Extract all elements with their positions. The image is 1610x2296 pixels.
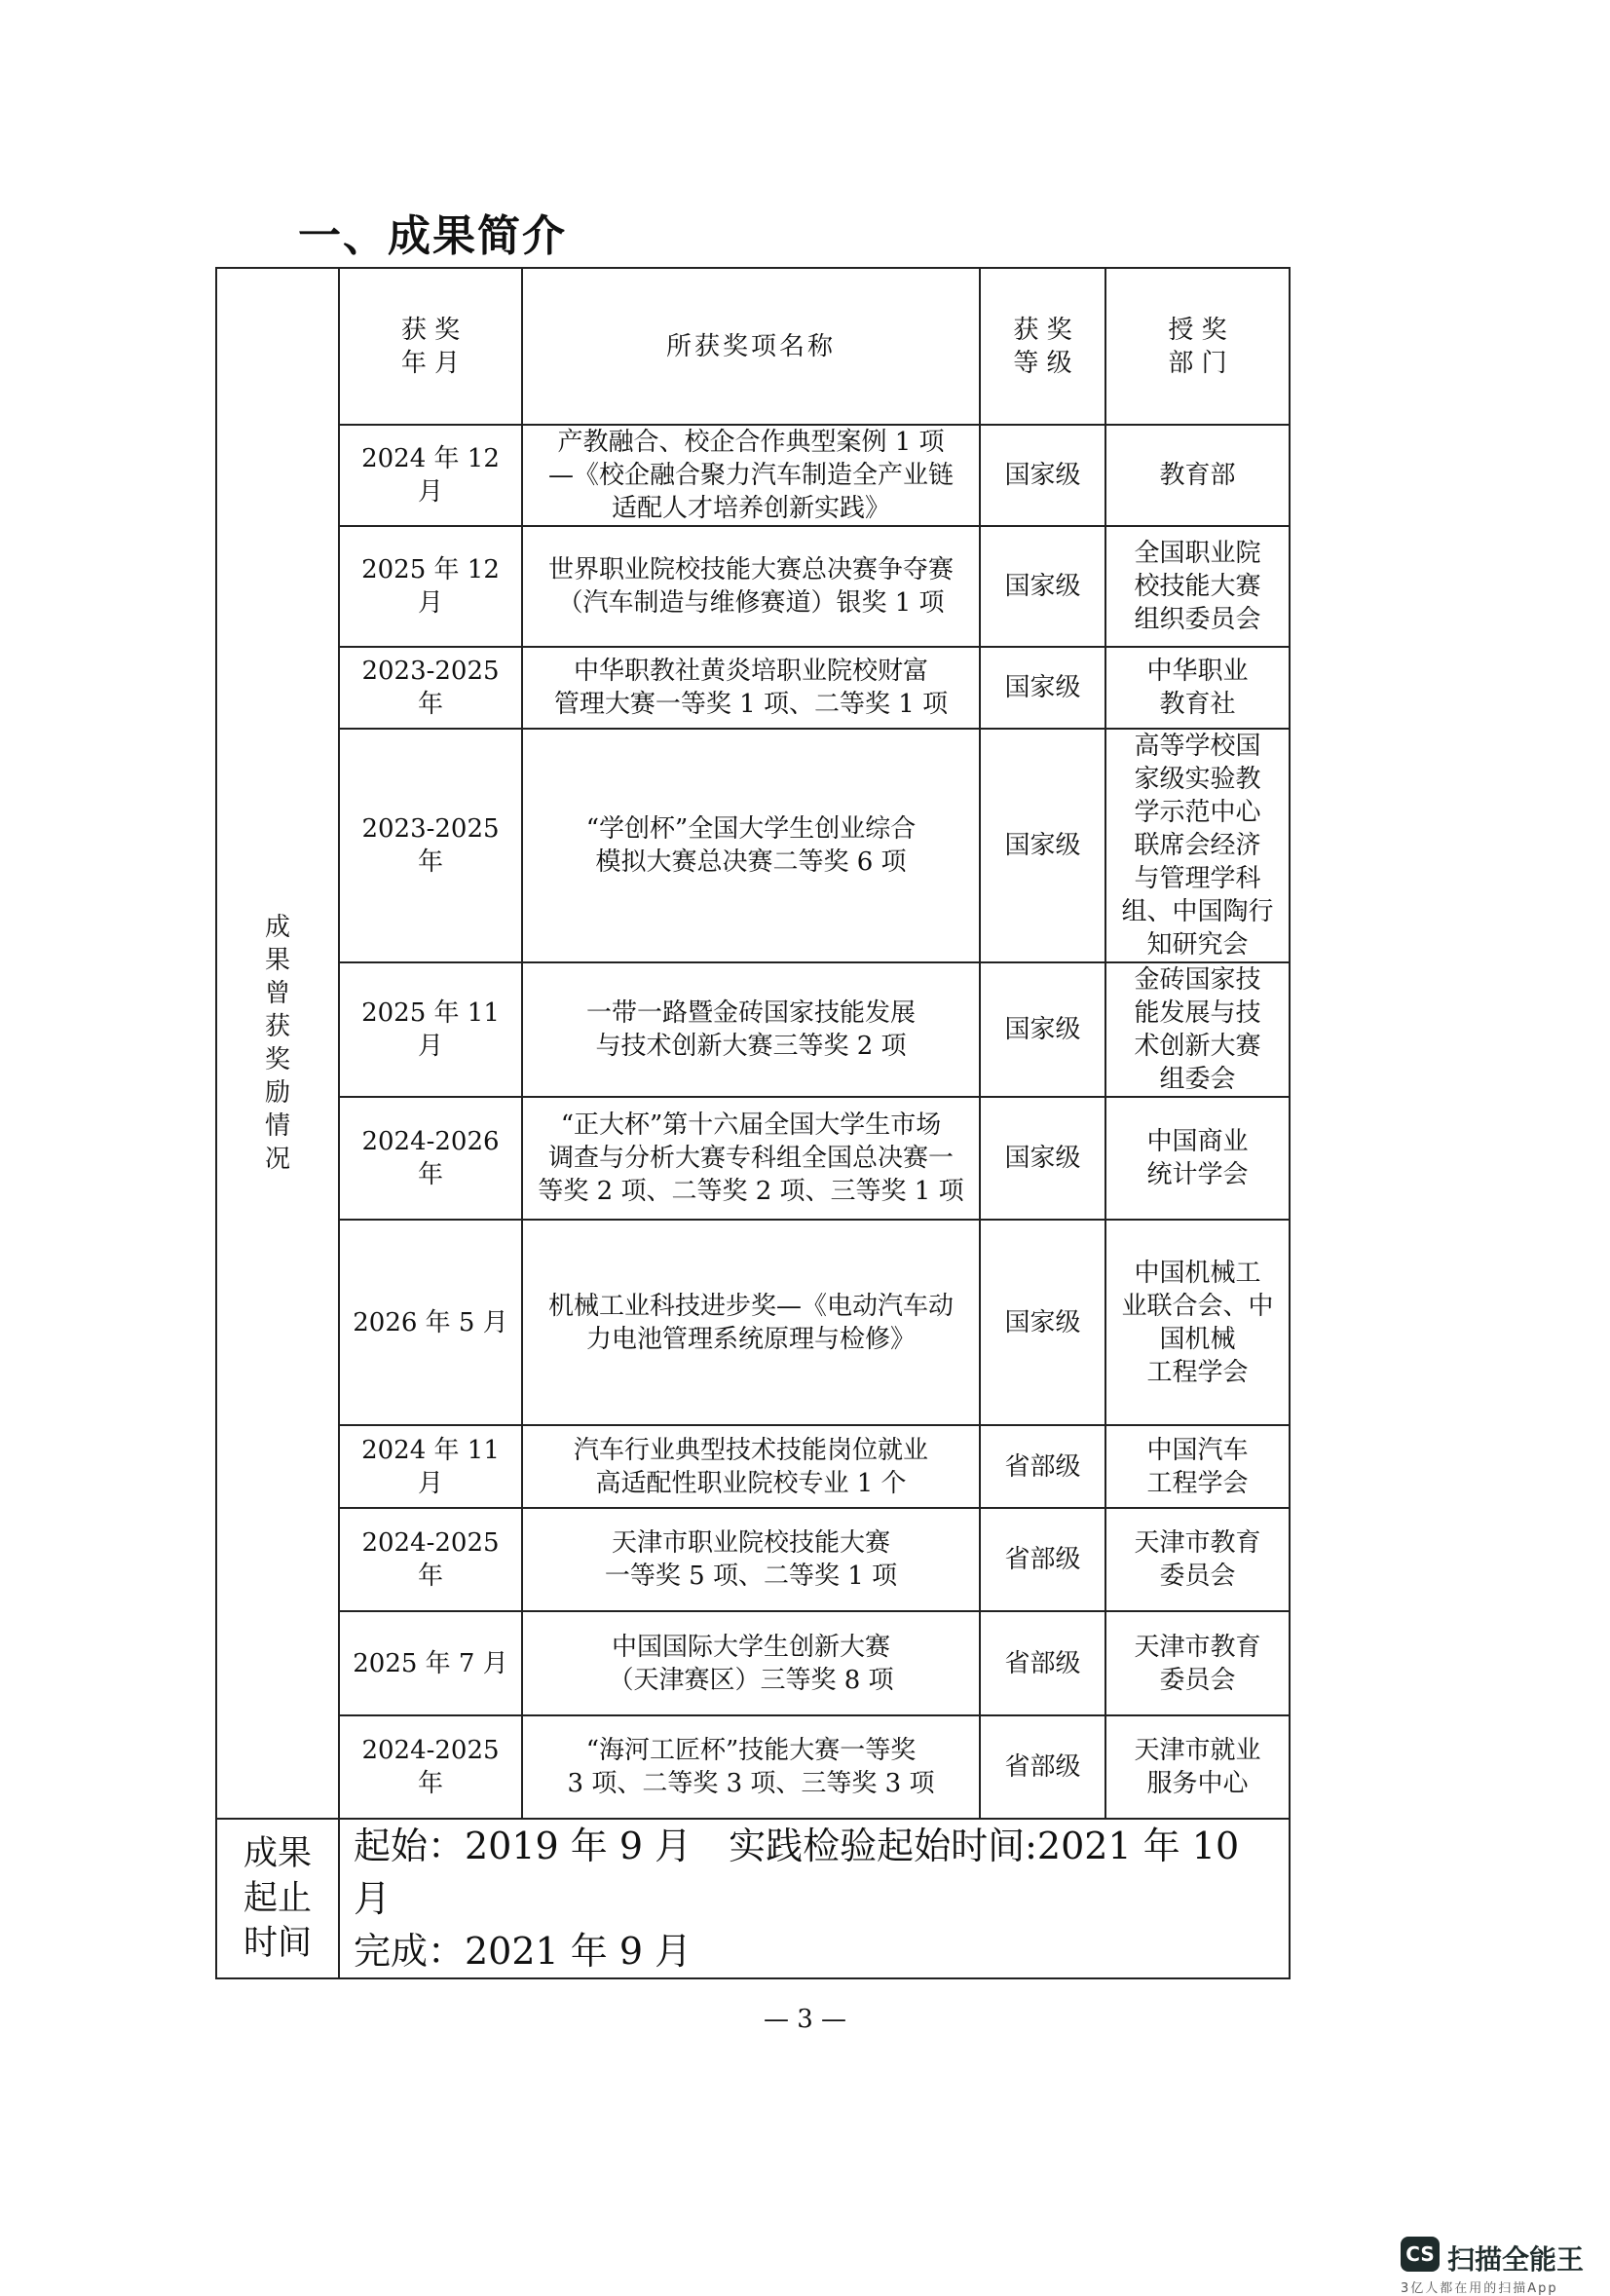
award-dept: 天津市就业 服务中心: [1105, 1715, 1290, 1819]
header-name: 所获奖项名称: [522, 268, 980, 425]
award-level: 国家级: [980, 729, 1105, 962]
header-date: 获 奖 年 月: [339, 268, 522, 425]
award-date: 2026 年 5 月: [339, 1220, 522, 1425]
award-date: 2023-2025 年: [339, 647, 522, 729]
side-label: 成 果 曾 获 奖 励 情 况: [216, 268, 339, 1819]
award-level: 国家级: [980, 647, 1105, 729]
award-level: 省部级: [980, 1611, 1105, 1715]
award-date: 2025 年 11 月: [339, 962, 522, 1097]
award-dept: 中国汽车 工程学会: [1105, 1425, 1290, 1508]
table-row: [216, 962, 1290, 1097]
award-dept: 中国机械工 业联合会、中 国机械 工程学会: [1105, 1220, 1290, 1425]
award-dept: 中华职业 教育社: [1105, 647, 1290, 729]
awards-table: [215, 267, 1291, 1979]
award-name: “海河工匠杯”技能大赛一等奖 3 项、二等奖 3 项、三等奖 3 项: [522, 1715, 980, 1819]
table-row: [216, 526, 1290, 647]
award-name: 汽车行业典型技术技能岗位就业 高适配性职业院校专业 1 个: [522, 1425, 980, 1508]
award-level: 国家级: [980, 962, 1105, 1097]
award-date: 2024-2025 年: [339, 1715, 522, 1819]
period-start: 起始：2019 年 9 月 实践检验起始时间:2021 年 10 月: [354, 1825, 1240, 1920]
camscanner-logo-icon: CS: [1401, 2237, 1440, 2272]
period-label: 成果 起止 时间: [216, 1819, 339, 1978]
award-name: 机械工业科技进步奖—《电动汽车动 力电池管理系统原理与检修》: [522, 1220, 980, 1425]
table-row: [216, 1220, 1290, 1425]
table-row: [216, 729, 1290, 962]
award-date: 2024-2026 年: [339, 1097, 522, 1220]
award-level: 省部级: [980, 1508, 1105, 1611]
award-dept: 高等学校国 家级实验教 学示范中心 联席会经济 与管理学科 组、中国陶行 知研究会: [1105, 729, 1290, 962]
award-name: 产教融合、校企合作典型案例 1 项 —《校企融合聚力汽车制造全产业链 适配人才培养创新实践》: [522, 425, 980, 526]
award-dept: 中国商业 统计学会: [1105, 1097, 1290, 1220]
table-row: [216, 1611, 1290, 1715]
table-row: [216, 1097, 1290, 1220]
award-name: “正大杯”第十六届全国大学生市场 调查与分析大赛专科组全国总决赛一 等奖 2 项、二等奖 2 项、三等奖 1 项: [522, 1097, 980, 1220]
table-header-row: [216, 268, 1290, 425]
period-end: 完成：2021 年 9 月: [354, 1930, 693, 1973]
award-name: “学创杯”全国大学生创业综合 模拟大赛总决赛二等奖 6 项: [522, 729, 980, 962]
period-row: [216, 1819, 1290, 1978]
award-level: 国家级: [980, 1220, 1105, 1425]
watermark-app-name: 扫描全能王: [1447, 2243, 1585, 2276]
award-dept: 天津市教育 委员会: [1105, 1508, 1290, 1611]
award-date: 2025 年 12 月: [339, 526, 522, 647]
award-date: 2024 年 12 月: [339, 425, 522, 526]
award-dept: 天津市教育 委员会: [1105, 1611, 1290, 1715]
award-name: 中国国际大学生创新大赛 （天津赛区）三等奖 8 项: [522, 1611, 980, 1715]
award-dept: 全国职业院 校技能大赛 组织委员会: [1105, 526, 1290, 647]
award-date: 2024 年 11 月: [339, 1425, 522, 1508]
period-text: [339, 1819, 1290, 1978]
award-dept: 教育部: [1105, 425, 1290, 526]
header-level: 获 奖 等 级: [980, 268, 1105, 425]
table-row: [216, 425, 1290, 526]
award-level: 国家级: [980, 526, 1105, 647]
watermark-tagline: 3亿人都在用的扫描App: [1401, 2281, 1558, 2296]
header-dept: 授 奖 部 门: [1105, 268, 1290, 425]
award-dept: 金砖国家技 能发展与技 术创新大赛 组委会: [1105, 962, 1290, 1097]
award-name: 中华职教社黄炎培职业院校财富 管理大赛一等奖 1 项、二等奖 1 项: [522, 647, 980, 729]
table-row: [216, 1425, 1290, 1508]
table-row: [216, 1508, 1290, 1611]
award-level: 省部级: [980, 1715, 1105, 1819]
award-date: 2024-2025 年: [339, 1508, 522, 1611]
award-level: 国家级: [980, 1097, 1105, 1220]
award-level: 国家级: [980, 425, 1105, 526]
table-row: [216, 1715, 1290, 1819]
award-name: 一带一路暨金砖国家技能发展 与技术创新大赛三等奖 2 项: [522, 962, 980, 1097]
award-date: 2025 年 7 月: [339, 1611, 522, 1715]
award-name: 天津市职业院校技能大赛 一等奖 5 项、二等奖 1 项: [522, 1508, 980, 1611]
award-name: 世界职业院校技能大赛总决赛争夺赛 （汽车制造与维修赛道）银奖 1 项: [522, 526, 980, 647]
page-number: — 3 —: [763, 2005, 847, 2034]
table-row: [216, 647, 1290, 729]
section-title: 一、成果简介: [298, 211, 567, 261]
award-date: 2023-2025 年: [339, 729, 522, 962]
award-level: 省部级: [980, 1425, 1105, 1508]
